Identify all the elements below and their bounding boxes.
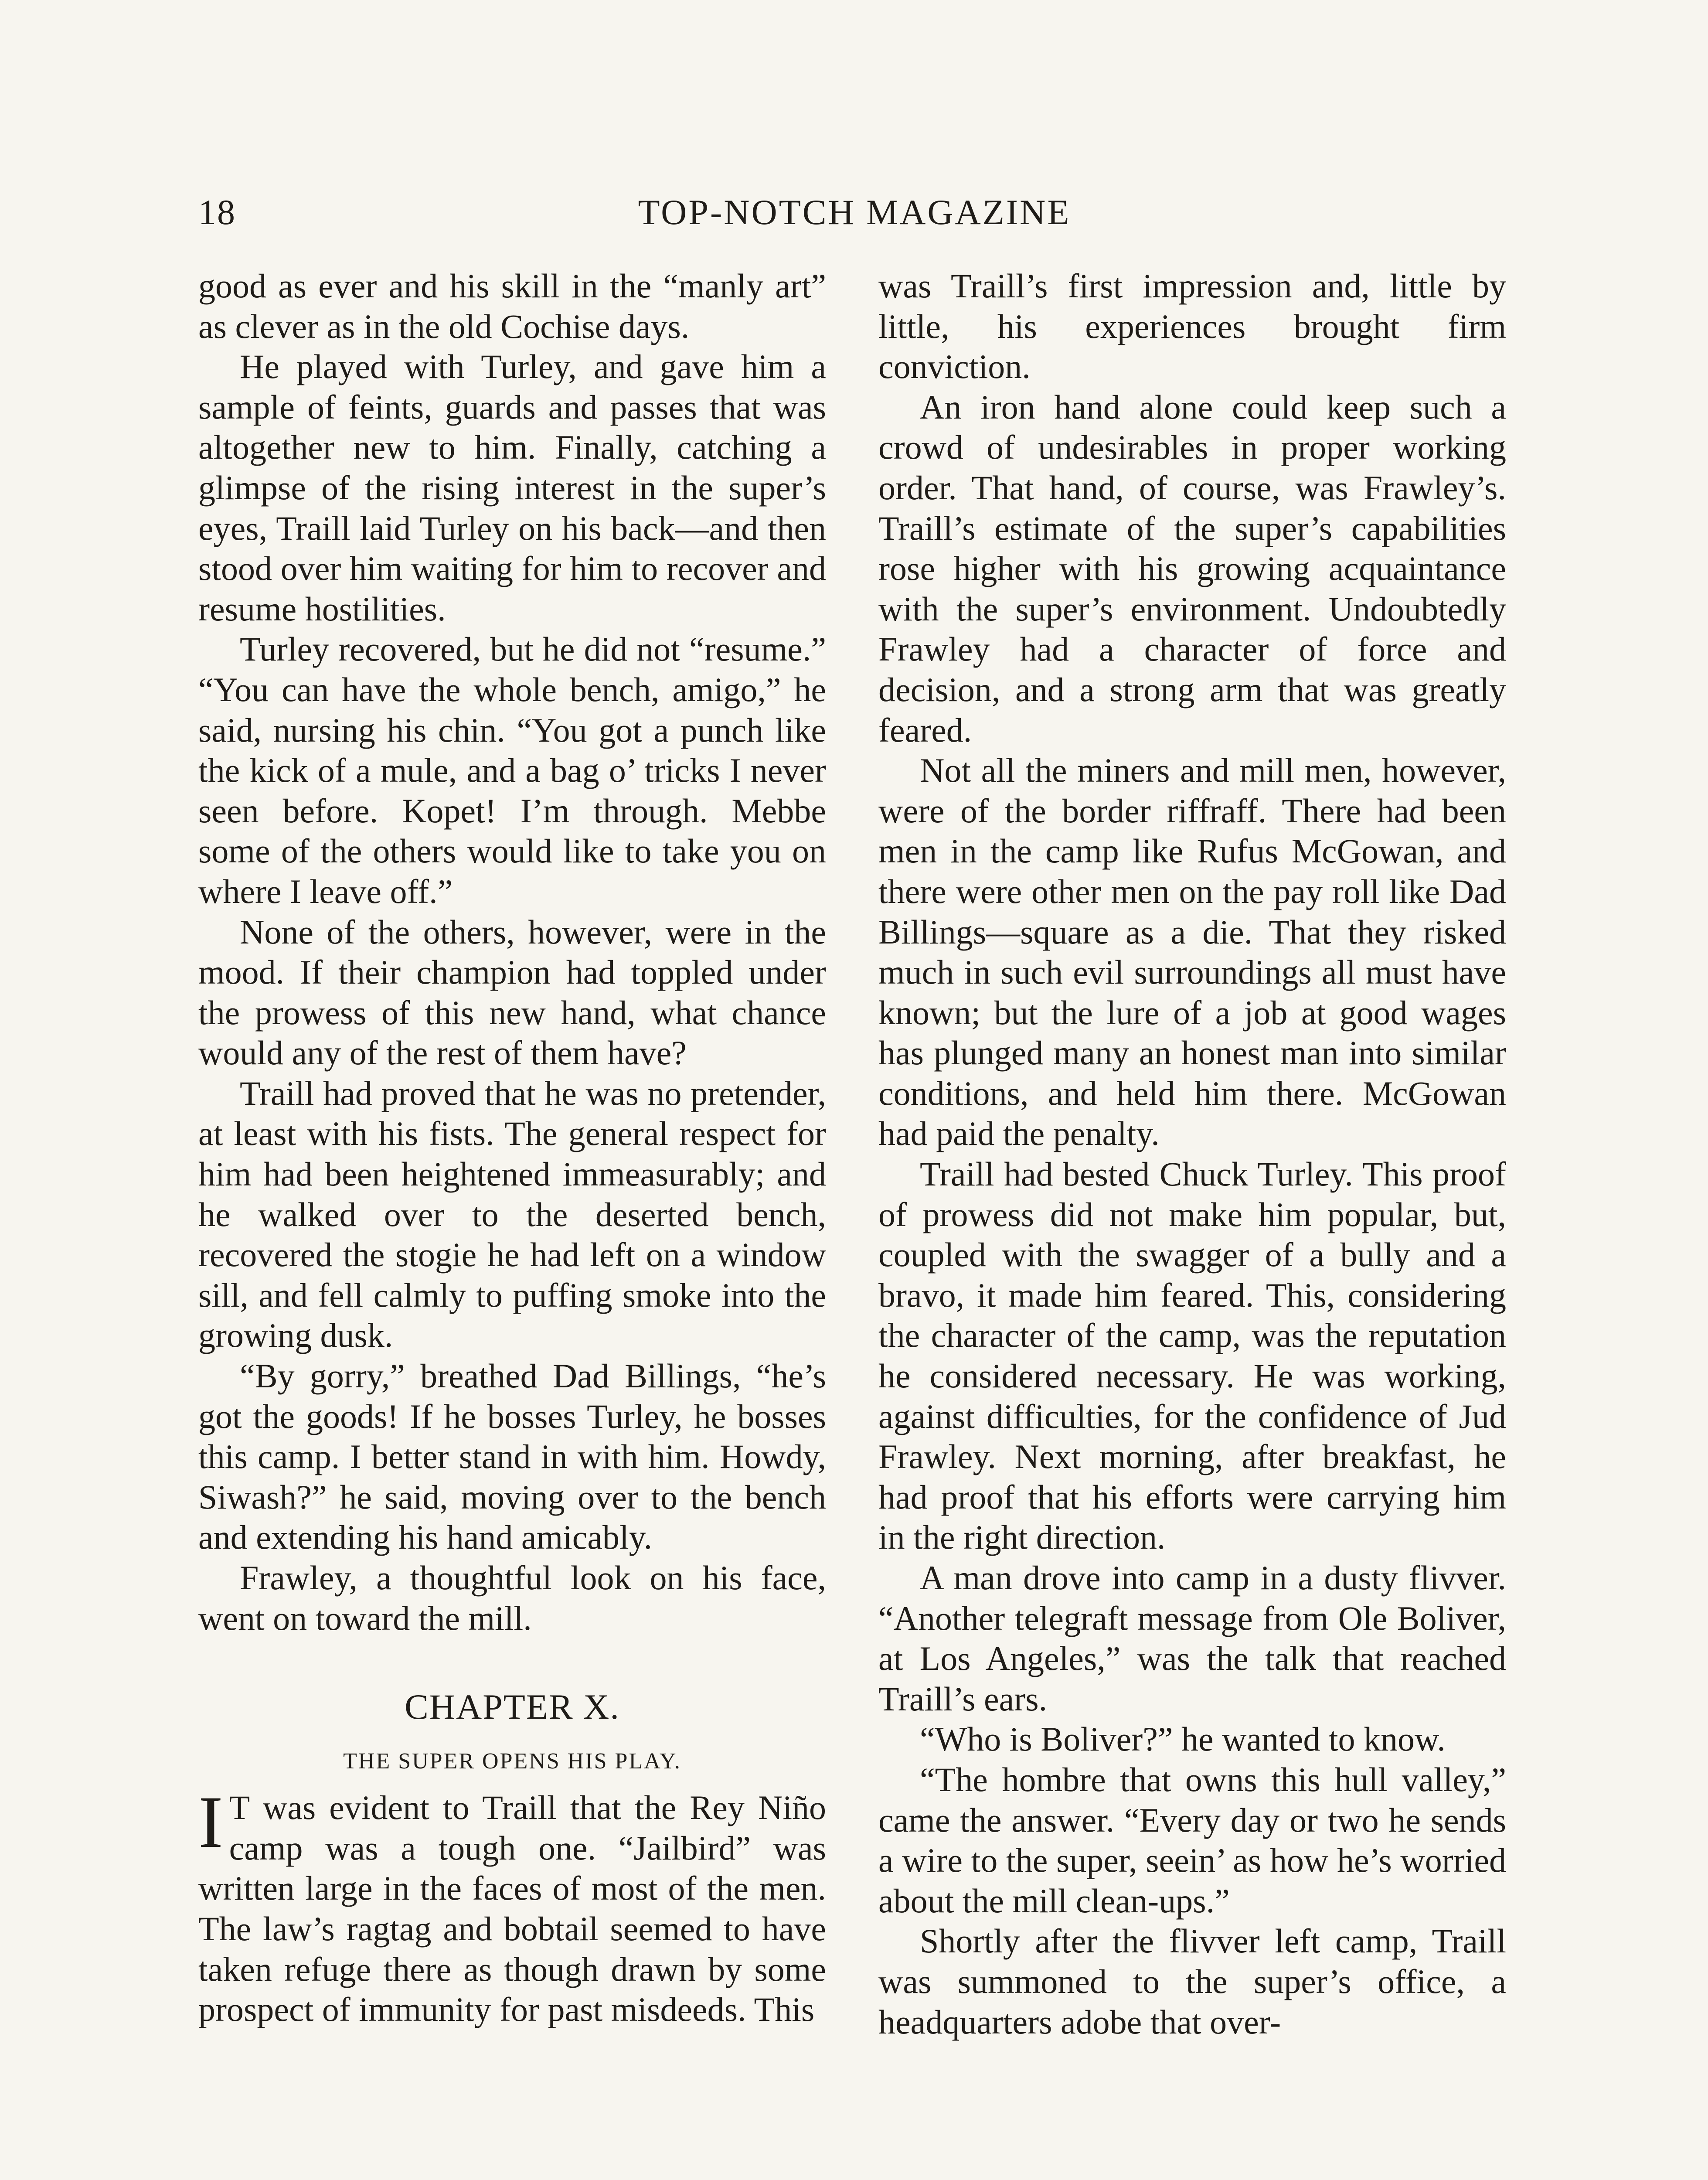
page-header bbox=[198, 192, 1511, 240]
left-column bbox=[198, 266, 826, 2030]
chapter-subtitle: THE SUPER OPENS HIS PLAY. bbox=[343, 1749, 681, 1774]
right-column bbox=[878, 266, 1506, 2042]
paragraph: good as ever and his skill in the “manly art” as clever as in the old Cochise days. bbox=[198, 267, 826, 345]
paragraph: He played with Turley, and gave him a sample of feints, guards and passes that was altogether new to him. Finally, catching a glimpse of the rising interest in the super’s eyes, Traill laid Turley on his back—and then stood over him waiting for him to recover and resume hostilities. bbox=[198, 347, 826, 628]
paragraph: Shortly after the flivver left camp, Traill was summoned to the super’s office, a headquarters adobe that over- bbox=[878, 1922, 1506, 2041]
paragraph: Not all the miners and mill men, however, were of the border riffraff. There had been men in the camp like Rufus McGowan, and there were other men on the pay roll like Dad Billings—square as a die. That they risked much in such evil surroundings all must have known; but the lure of a job at good wages has plunged many an honest man into similar conditions, and held him there. McGowan had paid the penalty. bbox=[878, 751, 1506, 1153]
drop-cap: I bbox=[198, 1781, 223, 1863]
magazine-title: TOP-NOTCH MAGAZINE bbox=[638, 192, 1071, 232]
paragraph: “Who is Boliver?” he wanted to know. bbox=[920, 1720, 1446, 1758]
paragraph: Turley recovered, but he did not “resume.” “You can have the whole bench, amigo,” he said, nursing his chin. “You got a punch like the kick of a mule, and a bag o’ tricks I never seen before. Kopet! I’m through. Mebbe some of the others would like to take you on where I leave off.” bbox=[198, 630, 826, 910]
paragraph: A man drove into camp in a dusty flivver. “Another telegraft message from Ole Boliver, at Los Angeles,” was the talk that reached Traill’s ears. bbox=[878, 1559, 1506, 1718]
page-number: 18 bbox=[198, 192, 236, 232]
paragraph: “The hombre that owns this hull valley,” came the answer. “Every day or two he sends a wire to the super, seein’ as how he’s worried about the mill clean-ups.” bbox=[878, 1760, 1506, 1920]
chapter-opening-paragraph bbox=[198, 1781, 826, 2030]
paragraph: was Traill’s first impression and, little by little, his experiences brought firm conviction. bbox=[878, 267, 1506, 386]
paragraph: “By gorry,” breathed Dad Billings, “he’s got the goods! If he bosses Turley, he bosses this camp. I better stand in with him. Howdy, Siwash?” he said, moving over to the bench and extending his hand amicably. bbox=[198, 1357, 826, 1557]
paragraph: An iron hand alone could keep such a crowd of undesirables in proper working order. That hand, of course, was Frawley’s. Traill’s estimate of the super’s capabilities rose higher with his growing acquaintance with the super’s environment. Undoubtedly Frawley had a character of force and decision, and a strong arm that was greatly feared. bbox=[878, 388, 1506, 749]
paragraph: Traill had bested Chuck Turley. This proof of prowess did not make him popular, but, coupled with the swagger of a bully and a bravo, it made him feared. This, considering the character of the camp, was the reputation he considered necessary. He was working, against difficulties, for the confidence of Jud Frawley. Next morning, after breakfast, he had proof that his efforts were carrying him in the right direction. bbox=[878, 1155, 1506, 1557]
chapter-opening-text: T was evident to Traill that the Rey Niño camp was a tough one. “Jailbird” was written large in the faces of most of the men. The law’s ragtag and bobtail seemed to have taken refuge there as though drawn by some prospect of immunity for past misdeeds. This bbox=[198, 1788, 826, 2029]
paragraph: Traill had proved that he was no pretender, at least with his fists. The general respect for him had been heightened immeasurably; and he walked over to the deserted bench, recovered the stogie he had left on a window sill, and fell calmly to puffing smoke into the growing dusk. bbox=[198, 1074, 826, 1355]
paragraph: Frawley, a thoughtful look on his face, went on toward the mill. bbox=[198, 1559, 826, 1637]
paragraph: None of the others, however, were in the mood. If their champion had toppled under the prowess of this new hand, what chance would any of the rest of them have? bbox=[198, 913, 826, 1072]
chapter-heading: CHAPTER X. bbox=[405, 1687, 620, 1727]
